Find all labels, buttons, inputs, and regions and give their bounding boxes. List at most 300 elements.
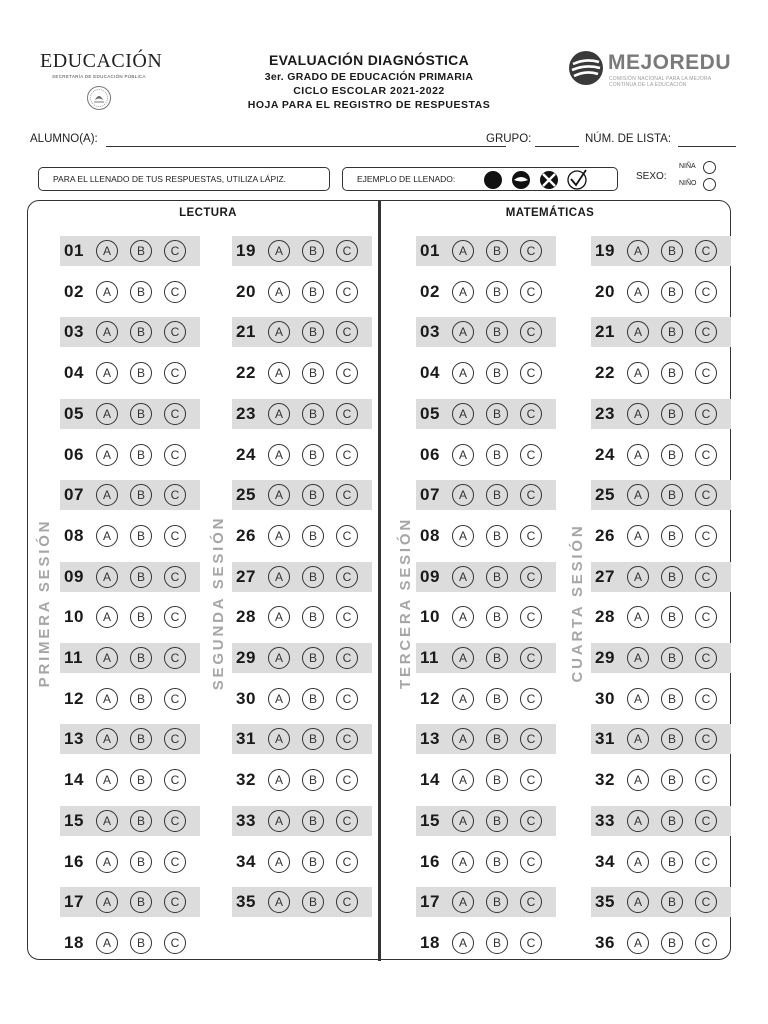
question-number: 29: [236, 648, 256, 667]
answer-bubble-c[interactable]: C: [336, 810, 358, 832]
answer-bubble-a[interactable]: A: [96, 484, 118, 506]
answer-bubble-a[interactable]: A: [268, 851, 290, 873]
answer-bubble-b[interactable]: B: [130, 362, 152, 384]
answer-bubble-b[interactable]: B: [486, 321, 508, 343]
answer-bubble-b[interactable]: B: [486, 851, 508, 873]
answer-bubble-a[interactable]: A: [268, 444, 290, 466]
national-seal-icon: [86, 85, 112, 111]
answer-bubble-b[interactable]: B: [661, 647, 683, 669]
answer-bubble-c[interactable]: C: [336, 321, 358, 343]
answer-bubble-a[interactable]: A: [627, 281, 649, 303]
answer-bubble-a[interactable]: A: [627, 403, 649, 425]
answer-bubble-a[interactable]: A: [452, 362, 474, 384]
answer-bubble-b[interactable]: B: [661, 484, 683, 506]
answer-bubble-c[interactable]: C: [164, 647, 186, 669]
answer-bubble-b[interactable]: B: [661, 566, 683, 588]
session4-label: CUARTA SESIÓN: [569, 523, 586, 683]
answer-bubble-a[interactable]: A: [452, 403, 474, 425]
panel-divider: [378, 201, 381, 961]
answer-bubble-a[interactable]: A: [268, 484, 290, 506]
sex-selector: [636, 160, 726, 196]
answer-bubble-a[interactable]: A: [268, 810, 290, 832]
answer-bubble-c[interactable]: C: [695, 769, 717, 791]
answer-bubble-a[interactable]: A: [96, 403, 118, 425]
answer-row: [60, 724, 200, 754]
answer-bubble-b[interactable]: B: [661, 362, 683, 384]
session2-label: SEGUNDA SESIÓN: [210, 515, 227, 691]
answer-row: [60, 236, 200, 266]
question-number: 21: [236, 322, 256, 342]
answer-bubble-b[interactable]: B: [302, 484, 324, 506]
answer-row: [60, 317, 200, 347]
answer-bubble-c[interactable]: C: [164, 281, 186, 303]
answer-bubble-b[interactable]: B: [302, 240, 324, 262]
answer-bubble-b[interactable]: B: [486, 891, 508, 913]
answer-bubble-b[interactable]: B: [130, 606, 152, 628]
answer-bubble-c[interactable]: C: [695, 525, 717, 547]
answer-bubble-b[interactable]: B: [130, 688, 152, 710]
answer-row: [416, 887, 556, 917]
answer-bubble-a[interactable]: A: [96, 851, 118, 873]
question-number: 09: [420, 566, 440, 586]
answer-bubble-a[interactable]: A: [268, 728, 290, 750]
answer-row: [232, 358, 372, 388]
answer-row: [591, 806, 731, 836]
answer-bubble-c[interactable]: C: [520, 566, 542, 588]
answer-row: [232, 440, 372, 470]
question-number: 33: [595, 810, 615, 830]
answer-bubble-c[interactable]: C: [336, 647, 358, 669]
answer-bubble-c[interactable]: C: [520, 647, 542, 669]
answer-row: [60, 440, 200, 470]
answer-bubble-b[interactable]: B: [486, 728, 508, 750]
answer-bubble-a[interactable]: A: [627, 606, 649, 628]
sep-logo-word: EDUCACIÓN: [40, 50, 163, 72]
answer-bubble-c[interactable]: C: [164, 891, 186, 913]
answer-bubble-a[interactable]: A: [627, 851, 649, 873]
answer-bubble-a[interactable]: A: [96, 932, 118, 954]
answer-bubble-a[interactable]: A: [452, 240, 474, 262]
answer-bubble-b[interactable]: B: [661, 728, 683, 750]
answer-bubble-b[interactable]: B: [302, 281, 324, 303]
answer-bubble-c[interactable]: C: [336, 851, 358, 873]
answer-bubble-b[interactable]: B: [486, 688, 508, 710]
answer-bubble-c[interactable]: C: [695, 566, 717, 588]
question-number: 36: [595, 932, 615, 952]
answer-bubble-a[interactable]: A: [627, 932, 649, 954]
mejoredu-logo: [567, 49, 742, 89]
list-number-field[interactable]: [678, 146, 736, 147]
answer-bubble-c[interactable]: C: [520, 891, 542, 913]
answer-bubble-a[interactable]: A: [452, 484, 474, 506]
answer-bubble-c[interactable]: C: [695, 606, 717, 628]
answer-bubble-b[interactable]: B: [661, 240, 683, 262]
answer-bubble-b[interactable]: B: [486, 566, 508, 588]
answer-bubble-c[interactable]: C: [520, 769, 542, 791]
answer-bubble-a[interactable]: A: [627, 647, 649, 669]
answer-row: [232, 684, 372, 714]
answer-bubble-b[interactable]: B: [486, 932, 508, 954]
answer-bubble-a[interactable]: A: [268, 891, 290, 913]
answer-bubble-c[interactable]: C: [695, 851, 717, 873]
answer-bubble-b[interactable]: B: [661, 769, 683, 791]
answer-row: [416, 806, 556, 836]
answer-bubble-a[interactable]: A: [96, 891, 118, 913]
answer-bubble-a[interactable]: A: [452, 525, 474, 547]
answer-bubble-c[interactable]: C: [695, 932, 717, 954]
answer-bubble-c[interactable]: C: [336, 484, 358, 506]
answer-bubble-a[interactable]: A: [96, 688, 118, 710]
answer-bubble-b[interactable]: B: [130, 810, 152, 832]
answer-row: [232, 806, 372, 836]
answer-bubble-c[interactable]: C: [336, 281, 358, 303]
question-number: 10: [64, 607, 84, 627]
answer-bubble-b[interactable]: B: [302, 728, 324, 750]
answer-bubble-c[interactable]: C: [164, 525, 186, 547]
answer-bubble-c[interactable]: C: [695, 281, 717, 303]
answer-bubble-a[interactable]: A: [452, 281, 474, 303]
answer-bubble-c[interactable]: C: [695, 240, 717, 262]
question-number: 02: [420, 281, 440, 301]
answer-bubble-b[interactable]: B: [302, 444, 324, 466]
answer-bubble-c[interactable]: C: [164, 484, 186, 506]
question-number: 28: [595, 607, 615, 627]
answer-row: [60, 562, 200, 592]
answer-bubble-a[interactable]: A: [452, 566, 474, 588]
answer-bubble-b[interactable]: B: [302, 525, 324, 547]
answer-row: [591, 847, 731, 877]
answer-row: [591, 643, 731, 673]
answer-row: [416, 562, 556, 592]
question-number: 08: [64, 525, 84, 545]
answer-bubble-c[interactable]: C: [695, 647, 717, 669]
answer-bubble-b[interactable]: B: [486, 281, 508, 303]
answer-bubble-c[interactable]: C: [336, 566, 358, 588]
answer-bubble-b[interactable]: B: [661, 851, 683, 873]
document-title-block: [228, 52, 510, 111]
fill-example-box: [342, 167, 618, 191]
answer-bubble-b[interactable]: B: [130, 769, 152, 791]
answer-bubble-b[interactable]: B: [661, 606, 683, 628]
answer-row: [416, 521, 556, 551]
answer-bubble-b[interactable]: B: [130, 728, 152, 750]
answer-row: [232, 847, 372, 877]
answer-bubble-a[interactable]: A: [452, 688, 474, 710]
answer-bubble-c[interactable]: C: [695, 728, 717, 750]
answer-bubble-c[interactable]: C: [695, 688, 717, 710]
answer-bubble-a[interactable]: A: [96, 606, 118, 628]
session3-label: TERCERA SESIÓN: [397, 517, 414, 689]
pencil-instruction-text: PARA EL LLENADO DE TUS RESPUESTAS, UTILIZA LÁPIZ.: [53, 174, 287, 184]
answer-bubble-a[interactable]: A: [96, 321, 118, 343]
answer-bubble-b[interactable]: B: [302, 688, 324, 710]
answer-bubble-c[interactable]: C: [336, 240, 358, 262]
answer-row: [232, 317, 372, 347]
answer-bubble-a[interactable]: A: [627, 769, 649, 791]
answer-bubble-b[interactable]: B: [302, 566, 324, 588]
answer-bubble-b[interactable]: B: [302, 769, 324, 791]
answer-bubble-c[interactable]: C: [520, 606, 542, 628]
answer-bubble-c[interactable]: C: [520, 362, 542, 384]
answer-row: [416, 236, 556, 266]
answer-bubble-c[interactable]: C: [520, 810, 542, 832]
answer-bubble-a[interactable]: A: [627, 810, 649, 832]
answer-bubble-c[interactable]: C: [520, 851, 542, 873]
answer-bubble-a[interactable]: A: [627, 321, 649, 343]
answer-bubble-b[interactable]: B: [486, 525, 508, 547]
answer-bubble-b[interactable]: B: [486, 647, 508, 669]
answer-bubble-a[interactable]: A: [627, 688, 649, 710]
answer-bubble-b[interactable]: B: [130, 240, 152, 262]
answer-bubble-c[interactable]: C: [695, 403, 717, 425]
answer-bubble-c[interactable]: C: [164, 769, 186, 791]
answer-bubble-c[interactable]: C: [336, 362, 358, 384]
mejoredu-mark-icon: [567, 49, 605, 87]
answer-bubble-a[interactable]: A: [268, 281, 290, 303]
answer-bubble-a[interactable]: A: [268, 688, 290, 710]
answer-bubble-b[interactable]: B: [302, 810, 324, 832]
sex-option-boy-bubble[interactable]: [703, 178, 716, 191]
answer-bubble-b[interactable]: B: [661, 321, 683, 343]
answer-bubble-c[interactable]: C: [520, 932, 542, 954]
answer-bubble-a[interactable]: A: [96, 444, 118, 466]
answer-bubble-a[interactable]: A: [627, 362, 649, 384]
answer-bubble-a[interactable]: A: [96, 647, 118, 669]
answer-bubble-c[interactable]: C: [336, 688, 358, 710]
answer-bubble-c[interactable]: C: [336, 403, 358, 425]
answer-row: [60, 602, 200, 632]
answer-bubble-a[interactable]: A: [268, 566, 290, 588]
answer-bubble-a[interactable]: A: [268, 362, 290, 384]
group-label: GRUPO:: [486, 133, 532, 145]
answer-bubble-a[interactable]: A: [268, 403, 290, 425]
answer-bubble-b[interactable]: B: [486, 403, 508, 425]
answer-bubble-b[interactable]: B: [486, 810, 508, 832]
answer-row: [232, 643, 372, 673]
answer-bubble-b[interactable]: B: [302, 606, 324, 628]
answer-bubble-a[interactable]: A: [452, 769, 474, 791]
answer-bubble-a[interactable]: A: [96, 525, 118, 547]
answer-bubble-a[interactable]: A: [96, 728, 118, 750]
question-number: 14: [420, 770, 440, 790]
answer-bubble-c[interactable]: C: [695, 484, 717, 506]
answer-bubble-c[interactable]: C: [164, 688, 186, 710]
question-number: 01: [64, 241, 84, 260]
answer-row: [232, 480, 372, 510]
answer-bubble-a[interactable]: A: [452, 810, 474, 832]
answer-bubble-b[interactable]: B: [130, 647, 152, 669]
answer-bubble-b[interactable]: B: [130, 281, 152, 303]
answer-bubble-c[interactable]: C: [164, 403, 186, 425]
question-number: 16: [420, 851, 440, 871]
answer-bubble-c[interactable]: C: [336, 444, 358, 466]
student-name-field[interactable]: [106, 146, 506, 147]
answer-bubble-c[interactable]: C: [520, 240, 542, 262]
answer-bubble-a[interactable]: A: [268, 769, 290, 791]
answer-bubble-a[interactable]: A: [268, 647, 290, 669]
answer-row: [591, 928, 731, 958]
answer-bubble-b[interactable]: B: [661, 810, 683, 832]
answer-row: [60, 887, 200, 917]
answer-bubble-b[interactable]: B: [486, 484, 508, 506]
answer-bubble-c[interactable]: C: [695, 321, 717, 343]
answer-bubble-a[interactable]: A: [452, 444, 474, 466]
fill-examples-icon: [483, 169, 603, 191]
sheet-title: HOJA PARA EL REGISTRO DE RESPUESTAS: [247, 99, 491, 111]
answer-row: [416, 602, 556, 632]
answer-bubble-b[interactable]: B: [302, 891, 324, 913]
answer-bubble-b[interactable]: B: [130, 484, 152, 506]
answer-bubble-b[interactable]: B: [486, 606, 508, 628]
answer-bubble-b[interactable]: B: [486, 444, 508, 466]
answer-bubble-c[interactable]: C: [336, 606, 358, 628]
answer-bubble-a[interactable]: A: [96, 810, 118, 832]
answer-bubble-b[interactable]: B: [130, 566, 152, 588]
answer-bubble-c[interactable]: C: [695, 891, 717, 913]
answer-row: [60, 684, 200, 714]
sex-label: SEXO:: [636, 171, 667, 182]
fill-example-label: EJEMPLO DE LLENADO:: [357, 174, 456, 184]
answer-bubble-c[interactable]: C: [164, 444, 186, 466]
answer-bubble-c[interactable]: C: [164, 240, 186, 262]
answer-row: [416, 765, 556, 795]
answer-bubble-b[interactable]: B: [130, 891, 152, 913]
question-number: 22: [236, 363, 256, 383]
grade-title: 3er. GRADO DE EDUCACIÓN PRIMARIA: [264, 71, 474, 83]
answer-bubble-c[interactable]: C: [164, 932, 186, 954]
answer-bubble-b[interactable]: B: [302, 647, 324, 669]
answer-bubble-a[interactable]: A: [268, 240, 290, 262]
answer-row: [232, 399, 372, 429]
answer-bubble-c[interactable]: C: [336, 728, 358, 750]
list-number-label: NÚM. DE LISTA:: [585, 133, 672, 145]
answer-bubble-a[interactable]: A: [627, 240, 649, 262]
answer-bubble-b[interactable]: B: [302, 321, 324, 343]
answer-bubble-c[interactable]: C: [520, 484, 542, 506]
answer-bubble-b[interactable]: B: [302, 362, 324, 384]
answer-bubble-b[interactable]: B: [661, 281, 683, 303]
question-number: 06: [420, 444, 440, 464]
pencil-instruction-box: [38, 167, 330, 191]
answer-bubble-b[interactable]: B: [302, 403, 324, 425]
answer-bubble-b[interactable]: B: [130, 403, 152, 425]
answer-bubble-b[interactable]: B: [661, 444, 683, 466]
question-number: 17: [420, 892, 440, 912]
question-number: 18: [64, 932, 84, 952]
answer-bubble-c[interactable]: C: [164, 321, 186, 343]
answer-bubble-c[interactable]: C: [520, 728, 542, 750]
answer-bubble-a[interactable]: A: [96, 769, 118, 791]
question-number: 03: [64, 322, 84, 342]
answer-bubble-a[interactable]: A: [268, 525, 290, 547]
answer-bubble-c[interactable]: C: [164, 810, 186, 832]
answer-bubble-c[interactable]: C: [520, 444, 542, 466]
answer-row: [60, 399, 200, 429]
answer-bubble-b[interactable]: B: [302, 851, 324, 873]
question-number: 01: [420, 241, 440, 260]
sex-option-girl-bubble[interactable]: [703, 161, 716, 174]
answer-bubble-b[interactable]: B: [661, 688, 683, 710]
answer-bubble-c[interactable]: C: [164, 566, 186, 588]
answer-bubble-a[interactable]: A: [96, 240, 118, 262]
answer-bubble-c[interactable]: C: [520, 525, 542, 547]
question-number: 35: [236, 892, 256, 912]
question-number: 27: [595, 566, 615, 586]
answer-bubble-c[interactable]: C: [695, 810, 717, 832]
answer-bubble-a[interactable]: A: [452, 851, 474, 873]
answer-bubble-b[interactable]: B: [130, 525, 152, 547]
answer-bubble-a[interactable]: A: [627, 444, 649, 466]
answer-bubble-a[interactable]: A: [627, 891, 649, 913]
answer-bubble-c[interactable]: C: [164, 606, 186, 628]
answer-bubble-c[interactable]: C: [164, 728, 186, 750]
question-number: 04: [64, 363, 84, 383]
answer-bubble-b[interactable]: B: [661, 525, 683, 547]
answer-row: [60, 480, 200, 510]
answer-row: [416, 684, 556, 714]
answer-bubble-b[interactable]: B: [661, 403, 683, 425]
question-number: 03: [420, 322, 440, 342]
answer-bubble-b[interactable]: B: [661, 932, 683, 954]
answer-bubble-c[interactable]: C: [695, 362, 717, 384]
answer-bubble-a[interactable]: A: [96, 281, 118, 303]
answer-bubble-c[interactable]: C: [336, 769, 358, 791]
answer-bubble-c[interactable]: C: [695, 444, 717, 466]
answer-bubble-b[interactable]: B: [486, 240, 508, 262]
answer-bubble-a[interactable]: A: [627, 728, 649, 750]
answer-bubble-a[interactable]: A: [268, 606, 290, 628]
answer-row: [60, 521, 200, 551]
question-number: 30: [236, 688, 256, 708]
answer-bubble-a[interactable]: A: [96, 362, 118, 384]
answer-bubble-c[interactable]: C: [520, 403, 542, 425]
answer-bubble-b[interactable]: B: [130, 851, 152, 873]
answer-bubble-b[interactable]: B: [486, 769, 508, 791]
question-number: 19: [236, 241, 256, 260]
group-field[interactable]: [535, 146, 579, 147]
answer-bubble-c[interactable]: C: [520, 321, 542, 343]
answer-bubble-c[interactable]: C: [520, 688, 542, 710]
question-number: 18: [420, 932, 440, 952]
answer-bubble-a[interactable]: A: [96, 566, 118, 588]
answer-bubble-a[interactable]: A: [452, 728, 474, 750]
answer-bubble-a[interactable]: A: [452, 932, 474, 954]
answer-bubble-a[interactable]: A: [627, 566, 649, 588]
answer-bubble-b[interactable]: B: [130, 321, 152, 343]
question-number: 32: [595, 770, 615, 790]
answer-bubble-a[interactable]: A: [268, 321, 290, 343]
answer-bubble-c[interactable]: C: [336, 891, 358, 913]
answer-bubble-b[interactable]: B: [130, 444, 152, 466]
answer-bubble-b[interactable]: B: [661, 891, 683, 913]
answer-bubble-c[interactable]: C: [164, 851, 186, 873]
answer-bubble-c[interactable]: C: [520, 281, 542, 303]
answer-bubble-a[interactable]: A: [627, 484, 649, 506]
answer-bubble-a[interactable]: A: [452, 647, 474, 669]
answer-bubble-b[interactable]: B: [130, 932, 152, 954]
answer-bubble-a[interactable]: A: [452, 606, 474, 628]
answer-bubble-a[interactable]: A: [627, 525, 649, 547]
answer-bubble-b[interactable]: B: [486, 362, 508, 384]
answer-bubble-c[interactable]: C: [164, 362, 186, 384]
answer-bubble-a[interactable]: A: [452, 321, 474, 343]
question-number: 04: [420, 363, 440, 383]
answer-bubble-a[interactable]: A: [452, 891, 474, 913]
answer-row: [591, 480, 731, 510]
lectura-section-title: LECTURA: [179, 207, 237, 219]
question-number: 22: [595, 363, 615, 383]
answer-bubble-c[interactable]: C: [336, 525, 358, 547]
